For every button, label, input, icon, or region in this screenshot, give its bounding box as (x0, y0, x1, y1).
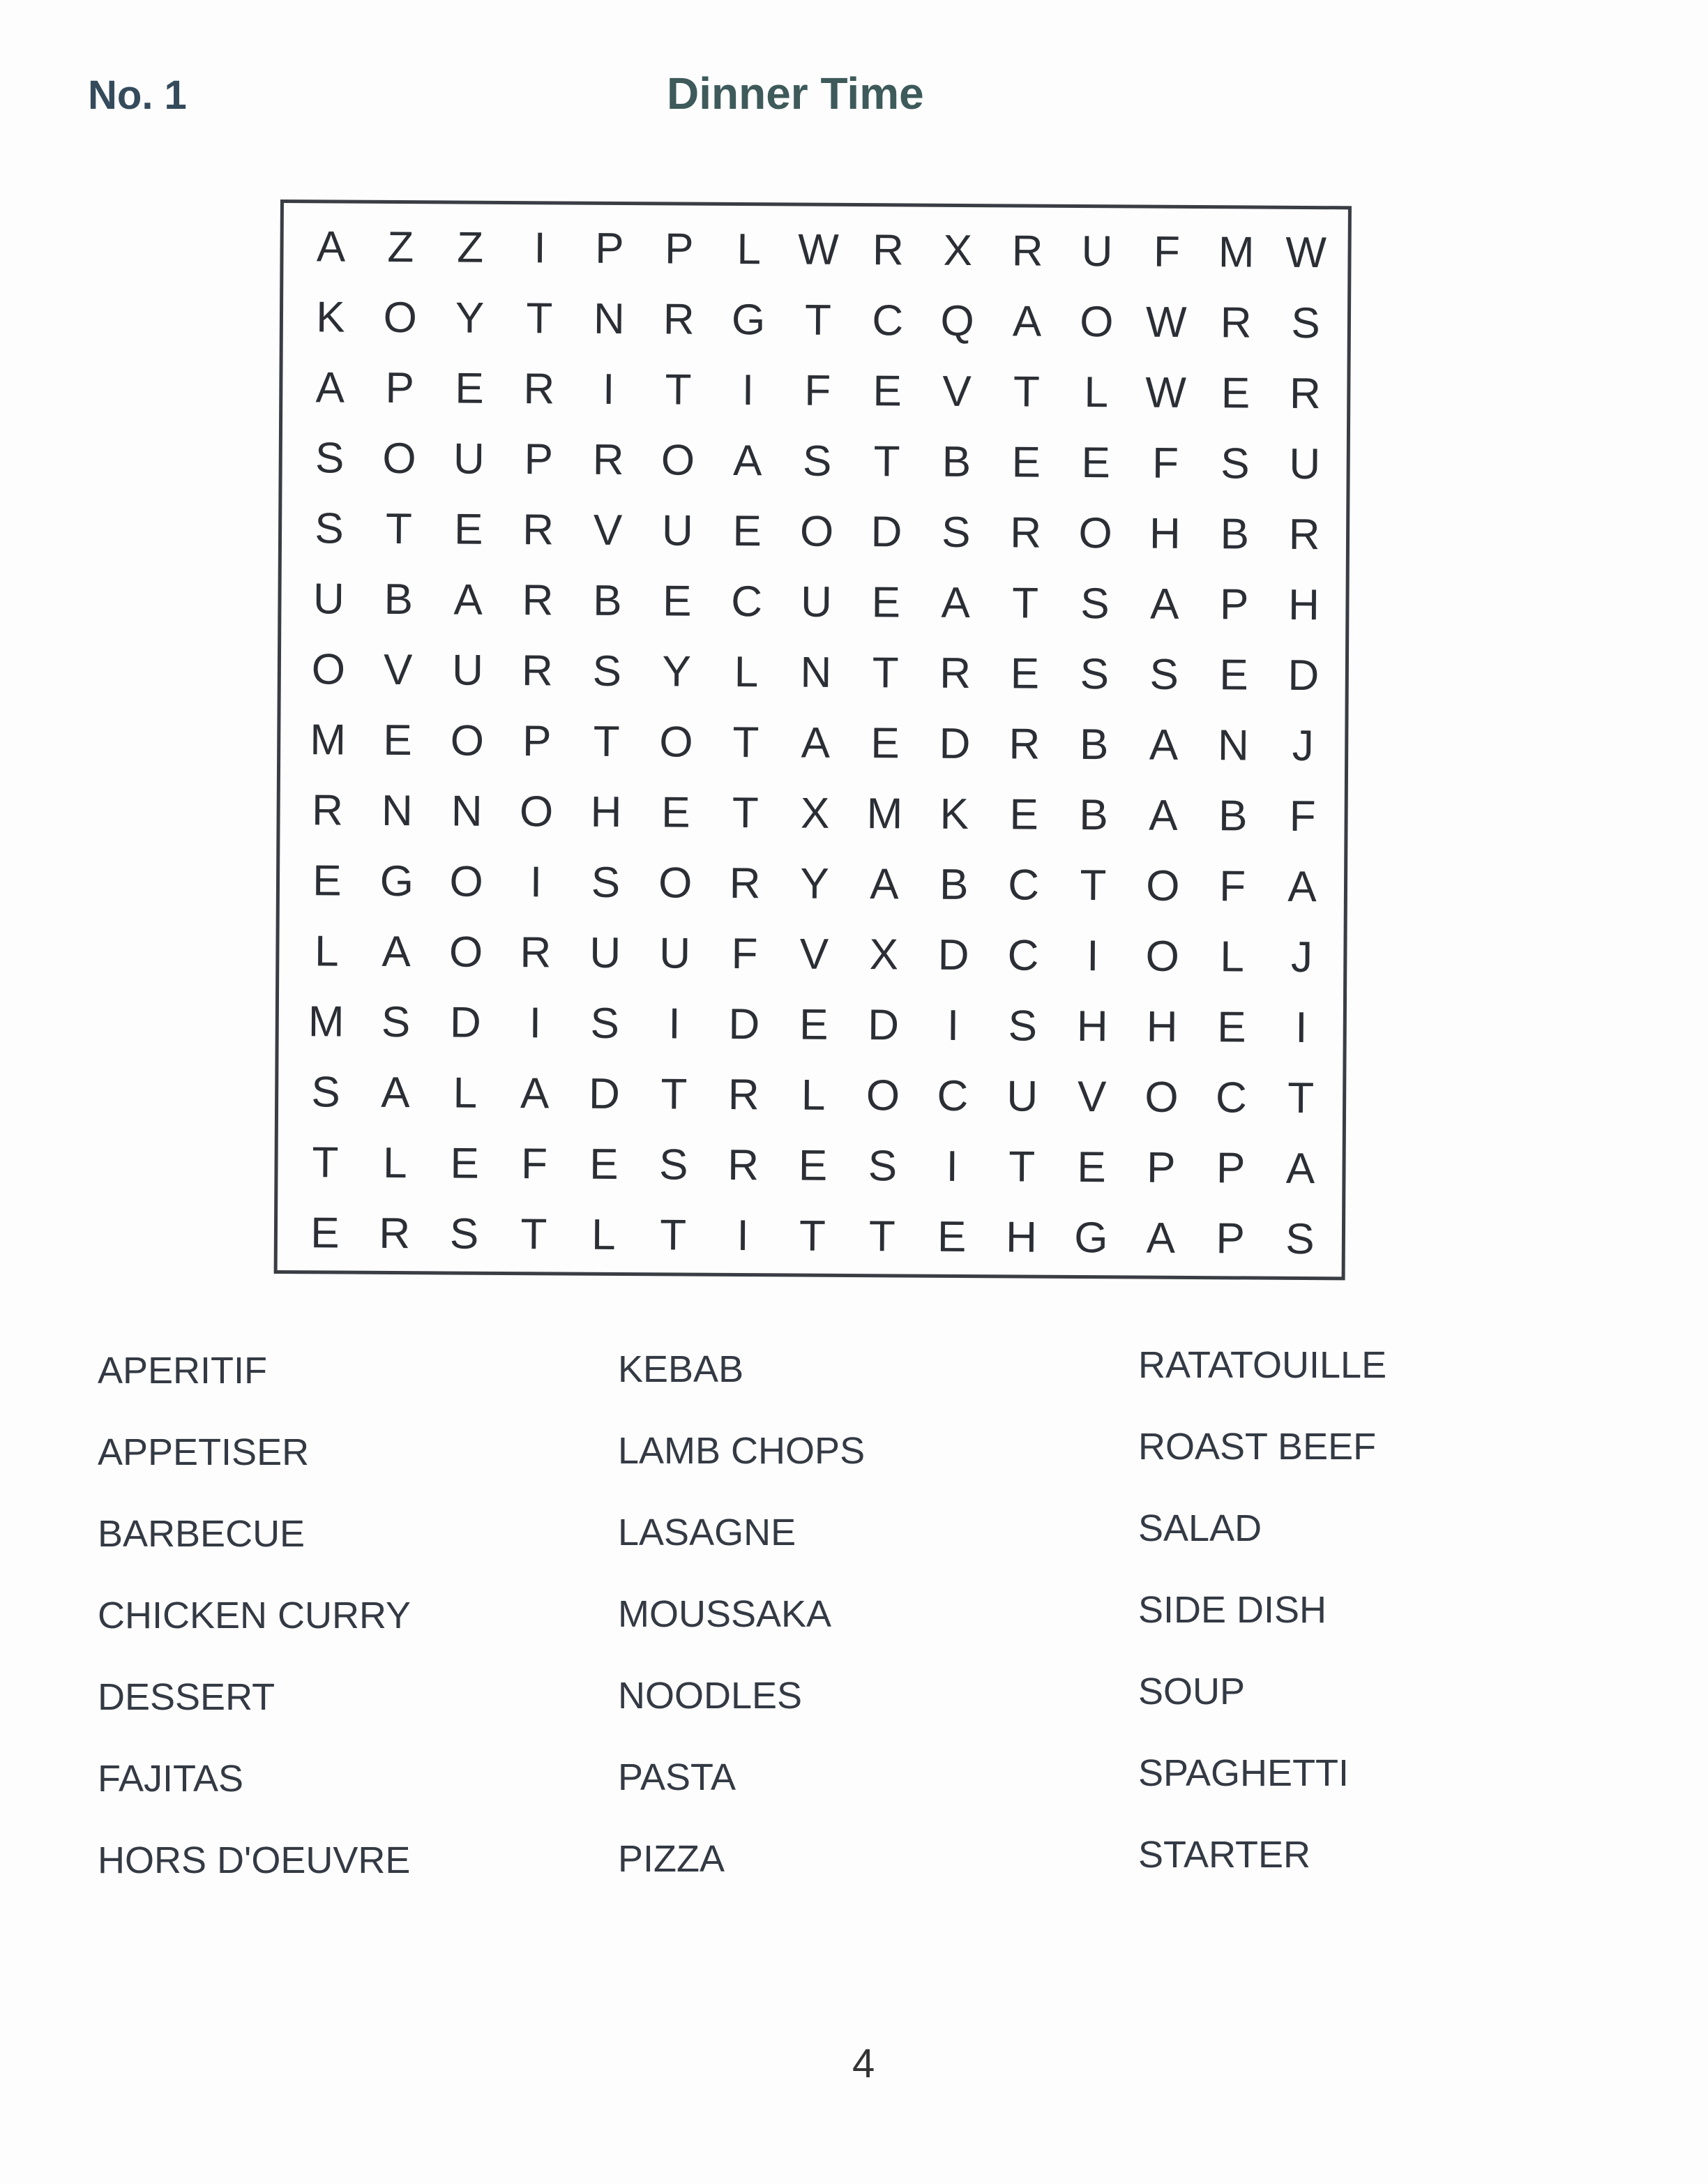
grid-cell: G (1074, 1214, 1108, 1263)
grid-cell: J (1290, 933, 1313, 982)
grid-cell: H (1076, 1002, 1108, 1051)
grid-cell: M (1218, 227, 1255, 277)
grid-cell: C (872, 296, 904, 345)
grid-cell: R (663, 294, 695, 344)
grid-cell: E (312, 857, 342, 905)
grid-cell: P (385, 363, 415, 412)
grid-cell: P (1146, 1144, 1176, 1193)
grid-cell: E (1220, 368, 1250, 418)
grid-cell: F (1219, 862, 1246, 911)
grid-cell: U (589, 928, 621, 978)
grid-cell: R (1008, 720, 1041, 769)
grid-cell: L (736, 225, 762, 273)
grid-cell: W (1285, 228, 1327, 277)
grid-cell: W (798, 225, 840, 274)
grid-cell: V (593, 506, 623, 555)
grid-cell: L (591, 1211, 616, 1260)
grid-cell: R (1289, 369, 1321, 418)
grid-cell: P (524, 435, 554, 484)
word-search-grid (290, 211, 1341, 1275)
grid-cell: E (798, 1141, 828, 1191)
grid-cell: U (1006, 1072, 1038, 1121)
grid-cell: D (449, 998, 482, 1048)
grid-cell: T (732, 718, 759, 767)
grid-cell: C (1215, 1074, 1247, 1122)
grid-cell: R (521, 647, 553, 695)
grid-cell: R (727, 1141, 759, 1190)
grid-cell: I (602, 365, 615, 414)
grid-cell: B (1079, 791, 1108, 840)
grid-cell: T (520, 1210, 547, 1259)
grid-cell: S (658, 1140, 688, 1189)
grid-cell: I (534, 223, 546, 272)
grid-cell: P (595, 224, 624, 273)
grid-cell: L (734, 647, 759, 697)
grid-cell: F (520, 1140, 548, 1189)
grid-cell: T (1011, 579, 1039, 628)
grid-cell: P (664, 224, 694, 273)
grid-cell: E (1217, 1003, 1246, 1052)
grid-cell: S (315, 504, 344, 553)
grid-cell: K (939, 790, 969, 839)
word-list-item: SPAGHETTI (1138, 1752, 1350, 1794)
grid-cell: O (450, 716, 485, 765)
word-list-item: PASTA (618, 1756, 736, 1798)
grid-cell: E (661, 788, 690, 837)
grid-cell: U (312, 575, 345, 624)
grid-cell: T (732, 789, 759, 838)
grid-cell: T (660, 1070, 688, 1119)
grid-cell: N (800, 648, 832, 697)
grid-cell: I (946, 1002, 960, 1050)
grid-cell: T (873, 437, 900, 486)
page-number: 4 (852, 2041, 875, 2086)
grid-cell: A (453, 575, 483, 624)
grid-cell: D (937, 931, 969, 980)
grid-cell: S (311, 1068, 341, 1117)
word-list-item: STARTER (1138, 1834, 1311, 1876)
grid-cell: R (523, 364, 555, 414)
grid-cell: E (589, 1140, 619, 1189)
grid-cell: C (1007, 931, 1039, 980)
grid-cell: E (732, 506, 762, 556)
grid-cell: G (379, 857, 414, 906)
grid-cell: I (529, 999, 542, 1048)
grid-cell: Z (387, 223, 414, 271)
grid-cell: A (1287, 862, 1317, 912)
grid-cell: R (1288, 510, 1320, 559)
grid-cell: L (382, 1139, 407, 1188)
grid-cell: P (1219, 580, 1249, 629)
grid-cell: S (591, 858, 621, 908)
grid-cell: S (1080, 649, 1110, 699)
grid-cell: O (448, 928, 483, 977)
grid-cell: D (588, 1070, 621, 1119)
word-search-grid-frame (274, 199, 1352, 1280)
grid-cell: E (455, 364, 484, 413)
grid-cell: T (804, 296, 832, 345)
word-list-item: MOUSSAKA (618, 1593, 832, 1635)
grid-cell: S (1149, 650, 1179, 699)
grid-cell: B (1079, 721, 1109, 769)
word-list-item: APPETISER (98, 1431, 310, 1473)
grid-cell: S (802, 437, 832, 485)
grid-cell: A (732, 436, 762, 485)
grid-cell: B (1218, 792, 1248, 841)
grid-cell: A (381, 928, 411, 977)
word-list-item: SOUP (1138, 1671, 1246, 1712)
grid-cell: E (937, 1213, 967, 1262)
word-list-item: SIDE DISH (1138, 1589, 1327, 1631)
grid-cell: R (1010, 509, 1042, 557)
grid-cell: U (1289, 439, 1321, 488)
grid-cell: N (451, 787, 483, 836)
grid-cell: E (1011, 438, 1041, 487)
grid-cell: U (661, 506, 693, 555)
grid-cell: T (665, 366, 692, 414)
grid-cell: E (450, 1139, 480, 1189)
grid-cell: R (1011, 226, 1043, 276)
grid-cell: S (868, 1142, 898, 1191)
grid-cell: X (943, 226, 973, 275)
grid-cell: V (383, 645, 413, 695)
grid-cell: R (872, 225, 905, 274)
grid-cell: W (1145, 368, 1187, 417)
grid-cell: X (800, 789, 830, 838)
grid-cell: E (383, 716, 412, 765)
grid-cell: R (727, 1071, 759, 1120)
word-list-item: RATATOUILLE (1138, 1344, 1387, 1386)
grid-cell: O (383, 293, 418, 342)
word-list-item: NOODLES (618, 1675, 803, 1717)
grid-cell: T (1080, 861, 1107, 910)
grid-cell: S (1008, 1002, 1038, 1050)
grid-cell: U (453, 435, 485, 483)
grid-cell: E (1219, 651, 1248, 700)
grid-cell: R (520, 928, 552, 977)
grid-cell: R (522, 575, 554, 625)
grid-cell: F (1151, 439, 1179, 488)
grid-cell: H (1149, 509, 1181, 558)
grid-cell: A (941, 578, 971, 627)
grid-cell: C (731, 577, 763, 626)
grid-cell: T (312, 1138, 339, 1187)
grid-cell: Y (662, 647, 692, 696)
word-list-item: SALAD (1138, 1507, 1262, 1549)
grid-cell: R (1220, 298, 1252, 347)
word-list-column-3 (1138, 1346, 1668, 1918)
grid-cell: S (1220, 439, 1250, 488)
grid-cell: R (379, 1210, 411, 1258)
grid-cell: L (453, 1069, 478, 1118)
grid-cell: I (736, 1212, 749, 1260)
grid-cell: X (869, 931, 899, 979)
grid-cell: M (866, 790, 903, 838)
grid-cell: O (519, 788, 554, 836)
grid-cell: O (1146, 861, 1180, 911)
grid-cell: R (939, 649, 972, 698)
grid-cell: T (593, 717, 620, 766)
grid-cell: B (939, 860, 969, 910)
grid-cell: Y (800, 859, 829, 908)
grid-cell: M (308, 997, 345, 1046)
grid-cell: V (942, 367, 972, 416)
grid-cell: V (1077, 1073, 1107, 1122)
grid-cell: L (1084, 368, 1109, 416)
grid-cell: A (316, 222, 346, 271)
grid-cell: J (1292, 721, 1315, 771)
grid-cell: A (801, 718, 831, 767)
grid-cell: E (1081, 438, 1111, 487)
grid-cell: R (522, 505, 554, 555)
word-list-item: HORS D'OEUVRE (98, 1839, 411, 1881)
grid-cell: S (381, 998, 411, 1047)
grid-cell: S (941, 508, 971, 557)
grid-cell: R (311, 786, 344, 835)
grid-cell: L (1220, 933, 1245, 981)
grid-cell: A (315, 363, 345, 412)
grid-cell: O (1145, 932, 1180, 981)
grid-cell: E (1010, 649, 1040, 698)
puzzle-number: No. 1 (88, 73, 187, 118)
word-list-item: KEBAB (618, 1348, 744, 1390)
grid-cell: Q (940, 296, 975, 345)
grid-cell: T (799, 1212, 826, 1261)
grid-cell: E (870, 719, 900, 768)
word-list-item: CHICKEN CURRY (98, 1595, 411, 1636)
puzzle-title: Dinner Time (667, 68, 924, 119)
grid-cell: B (592, 576, 622, 625)
grid-cell: R (592, 435, 624, 484)
grid-cell: Y (455, 294, 485, 342)
grid-cell: H (590, 788, 622, 837)
grid-cell: O (660, 436, 695, 485)
grid-cell: P (1216, 1144, 1246, 1193)
grid-cell: F (804, 366, 831, 415)
grid-cell: U (800, 578, 833, 626)
grid-cell: S (449, 1210, 479, 1259)
grid-cell: U (659, 929, 691, 978)
word-list-item: ROAST BEEF (1138, 1426, 1377, 1468)
grid-cell: A (381, 1069, 410, 1117)
grid-cell: O (449, 857, 484, 906)
grid-cell: C (1008, 861, 1040, 910)
grid-cell: E (1009, 790, 1039, 839)
grid-cell: O (799, 507, 834, 556)
grid-cell: B (384, 575, 414, 624)
word-list-item: PIZZA (618, 1838, 725, 1880)
grid-cell: E (872, 366, 902, 416)
grid-cell: T (1287, 1074, 1315, 1123)
grid-cell: S (1285, 1215, 1315, 1264)
grid-cell: T (868, 1212, 895, 1261)
grid-cell: O (1080, 297, 1114, 346)
grid-cell: A (1146, 1214, 1176, 1263)
word-list-item: LAMB CHOPS (618, 1430, 866, 1472)
grid-cell: T (1008, 1143, 1036, 1192)
grid-cell: Z (457, 223, 484, 272)
grid-cell: S (1291, 299, 1320, 347)
grid-cell: S (1080, 579, 1110, 628)
grid-cell: A (1149, 791, 1178, 840)
grid-cell: K (316, 292, 345, 342)
grid-cell: A (520, 1069, 550, 1118)
word-list-item: DESSERT (98, 1676, 275, 1718)
word-list-item: BARBECUE (98, 1513, 305, 1555)
grid-cell: I (1294, 1004, 1308, 1053)
grid-cell: A (1149, 721, 1179, 769)
grid-cell: A (1149, 580, 1179, 628)
grid-cell: O (382, 434, 416, 483)
grid-cell: D (868, 1001, 900, 1050)
grid-cell: S (315, 434, 345, 483)
grid-cell: O (866, 1071, 900, 1120)
grid-cell: T (872, 649, 899, 698)
grid-cell: D (939, 719, 971, 769)
grid-cell: I (1087, 932, 1099, 981)
grid-cell: F (731, 930, 758, 979)
grid-cell: I (529, 858, 543, 907)
grid-cell: E (799, 1000, 829, 1050)
grid-cell: C (937, 1072, 969, 1121)
grid-cell: S (590, 999, 620, 1048)
grid-cell: N (593, 294, 625, 343)
grid-cell: N (1217, 721, 1250, 770)
grid-cell: W (1145, 298, 1187, 347)
grid-cell: O (1144, 1073, 1179, 1122)
grid-cell: R (729, 859, 761, 908)
grid-cell: O (311, 645, 346, 694)
grid-cell: H (1287, 580, 1320, 629)
grid-cell: F (1289, 792, 1316, 841)
word-list-column-2 (618, 1350, 1148, 1922)
grid-cell: B (1220, 510, 1250, 559)
grid-cell: D (870, 507, 902, 557)
grid-cell: I (741, 366, 755, 414)
grid-cell: P (522, 717, 552, 766)
grid-cell: L (801, 1071, 826, 1120)
grid-cell: P (1216, 1214, 1246, 1263)
grid-cell: F (1153, 227, 1181, 276)
grid-cell: S (592, 647, 622, 695)
grid-cell: E (453, 505, 483, 554)
grid-cell: H (1146, 1002, 1178, 1052)
grid-cell: O (1078, 509, 1112, 558)
grid-cell: M (310, 716, 347, 765)
grid-cell: T (1013, 368, 1041, 416)
grid-cell: T (526, 294, 553, 342)
grid-cell: I (668, 1000, 681, 1048)
grid-cell: G (731, 295, 766, 344)
grid-cell: A (1285, 1145, 1315, 1193)
grid-cell: E (662, 577, 692, 626)
grid-cell: T (385, 504, 413, 553)
grid-cell: U (1081, 227, 1113, 276)
grid-cell: L (314, 927, 339, 976)
grid-cell: U (451, 646, 484, 695)
grid-cell: I (946, 1143, 959, 1191)
grid-cell: A (869, 860, 899, 909)
word-list-item: LASAGNE (618, 1512, 796, 1553)
grid-cell: E (310, 1209, 340, 1258)
word-list-item: APERITIF (98, 1350, 268, 1392)
grid-cell: E (1077, 1143, 1106, 1192)
grid-cell: A (1012, 297, 1042, 346)
grid-cell: N (381, 786, 414, 836)
grid-cell: B (942, 437, 972, 486)
grid-cell: H (1005, 1213, 1038, 1263)
grid-cell: O (658, 859, 693, 908)
grid-cell: E (871, 578, 901, 627)
grid-cell: V (799, 930, 829, 979)
grid-cell: O (659, 718, 693, 767)
word-list-column-1 (98, 1352, 628, 1923)
word-list-item: FAJITAS (98, 1758, 244, 1800)
grid-cell: D (728, 1000, 760, 1049)
grid-cell: D (1287, 651, 1320, 700)
grid-cell: T (660, 1211, 687, 1260)
